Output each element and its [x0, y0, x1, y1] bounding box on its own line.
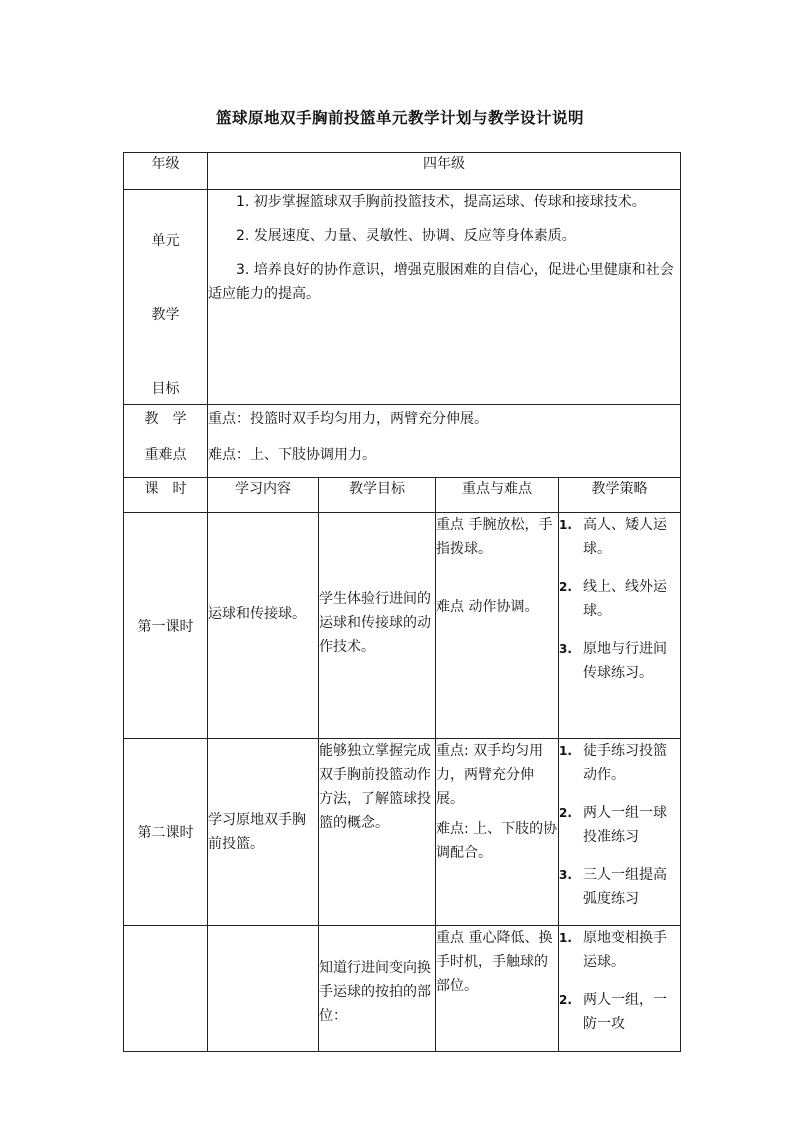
- lesson-period: 第一课时: [124, 513, 208, 739]
- lesson-strategies: [559, 513, 681, 739]
- lesson-key-difficult: [436, 926, 559, 1052]
- lesson-row-1: [124, 513, 681, 739]
- strategy-num: 2.: [559, 993, 572, 1007]
- strategy-text: 原地变相换手运球。: [583, 930, 667, 970]
- strategy-text: 徒手练习投篮动作。: [583, 743, 667, 783]
- document-title: 篮球原地双手胸前投篮单元教学计划与教学设计说明: [215, 109, 584, 127]
- col-header-strategy: 教学策略: [559, 478, 681, 513]
- objectives-label-line: 教学: [151, 307, 180, 323]
- strategy-item: [559, 863, 680, 911]
- lesson-key-difficult: [436, 513, 559, 739]
- lesson-row-2: [124, 739, 681, 926]
- lesson-goal-text: 学生体验行进间的运球和传接球的动作技术。: [319, 590, 431, 655]
- strategy-text: 两人一组，一防一攻: [583, 992, 667, 1032]
- lesson-key-difficult: [436, 739, 559, 926]
- strategy-item: [559, 926, 680, 974]
- key-difficult-text: [208, 405, 681, 478]
- grade-value: 四年级: [208, 153, 681, 190]
- kd-label-line: 重难点: [144, 447, 187, 463]
- objective-item: 1. 初步掌握篮球双手胸前投篮技术，提高运球、传球和接球技术。: [236, 194, 646, 210]
- col-header-goal: 教学目标: [319, 478, 436, 513]
- strategy-item: [559, 988, 680, 1036]
- strategy-item: [559, 637, 680, 685]
- key-difficult-label: [124, 405, 208, 478]
- strategy-num: 3.: [559, 868, 572, 882]
- strategy-num: 1.: [559, 518, 572, 532]
- lesson-difficult: 难点: 上、下肢的协调配合。: [436, 821, 558, 861]
- strategy-item: [559, 513, 680, 561]
- unit-objectives-label: [124, 190, 208, 405]
- objectives-label-line: 目标: [151, 381, 180, 397]
- strategy-item: [559, 801, 680, 849]
- strategy-num: 1.: [559, 744, 572, 758]
- lesson-strategies: [559, 739, 681, 926]
- grade-row: [124, 153, 681, 190]
- objectives-label-line: 单元: [151, 233, 180, 249]
- col-header-period: 课 时: [124, 478, 208, 513]
- lesson-key: 重点 重心降低、换手时机，手触球的部位。: [436, 930, 553, 994]
- lesson-goal: 能够独立掌握完成双手胸前投篮动作方法，了解篮球投篮的概念。: [319, 739, 436, 926]
- lesson-period: 第二课时: [124, 739, 208, 926]
- strategy-text: 两人一组一球投准练习: [583, 805, 667, 845]
- lesson-row-3: [124, 926, 681, 1052]
- kd-label-line: 教 学: [144, 411, 187, 427]
- key-difficult-row: [124, 405, 681, 478]
- unit-key-point: 重点：投篮时双手均匀用力，两臂充分伸展。: [208, 411, 488, 427]
- col-header-content: 学习内容: [208, 478, 319, 513]
- objective-item: 2. 发展速度、力量、灵敏性、协调、反应等身体素质。: [236, 228, 576, 244]
- lesson-content-text: 运球和传接球。: [208, 605, 306, 622]
- strategy-text: 原地与行进间传球练习。: [583, 641, 667, 681]
- strategy-text: 三人一组提高弧度练习: [583, 867, 667, 907]
- lesson-goal-text: 知道行进间变向换手运球的按拍的部位：: [319, 960, 431, 1024]
- lesson-key: 重点 手腕放松，手指拨球。: [436, 517, 553, 557]
- objective-item: 3. 培养良好的协作意识，增强克服困难的自信心，促进心里健康和社会适应能力的提高。: [208, 262, 674, 302]
- lesson-key: 重点: 双手均匀用力，两臂充分伸展。: [436, 743, 544, 807]
- lesson-goal: [319, 926, 436, 1052]
- lesson-goal: [319, 513, 436, 739]
- lesson-content: [208, 926, 319, 1052]
- lesson-strategies: [559, 926, 681, 1052]
- strategy-num: 2.: [559, 580, 572, 594]
- unit-objectives-row: [124, 190, 681, 405]
- strategy-num: 3.: [559, 642, 572, 656]
- lesson-content: 学习原地双手胸前投篮。: [208, 739, 319, 926]
- unit-difficult-point: 难点：上、下肢协调用力。: [208, 447, 376, 463]
- lesson-difficult: 难点 动作协调。: [436, 599, 539, 615]
- strategy-num: 2.: [559, 806, 572, 820]
- lesson-header-row: [124, 478, 681, 513]
- strategy-item: [559, 575, 680, 623]
- lesson-content: [208, 513, 319, 739]
- unit-plan-table: [123, 152, 681, 1052]
- unit-objectives-text: [208, 190, 681, 405]
- lesson-period: [124, 926, 208, 1052]
- strategy-item: [559, 739, 680, 787]
- col-header-key: 重点与难点: [436, 478, 559, 513]
- strategy-num: 1.: [559, 931, 572, 945]
- grade-label: 年级: [124, 153, 208, 190]
- strategy-text: 线上、线外运球。: [583, 579, 667, 619]
- strategy-text: 高人、矮人运球。: [583, 517, 667, 557]
